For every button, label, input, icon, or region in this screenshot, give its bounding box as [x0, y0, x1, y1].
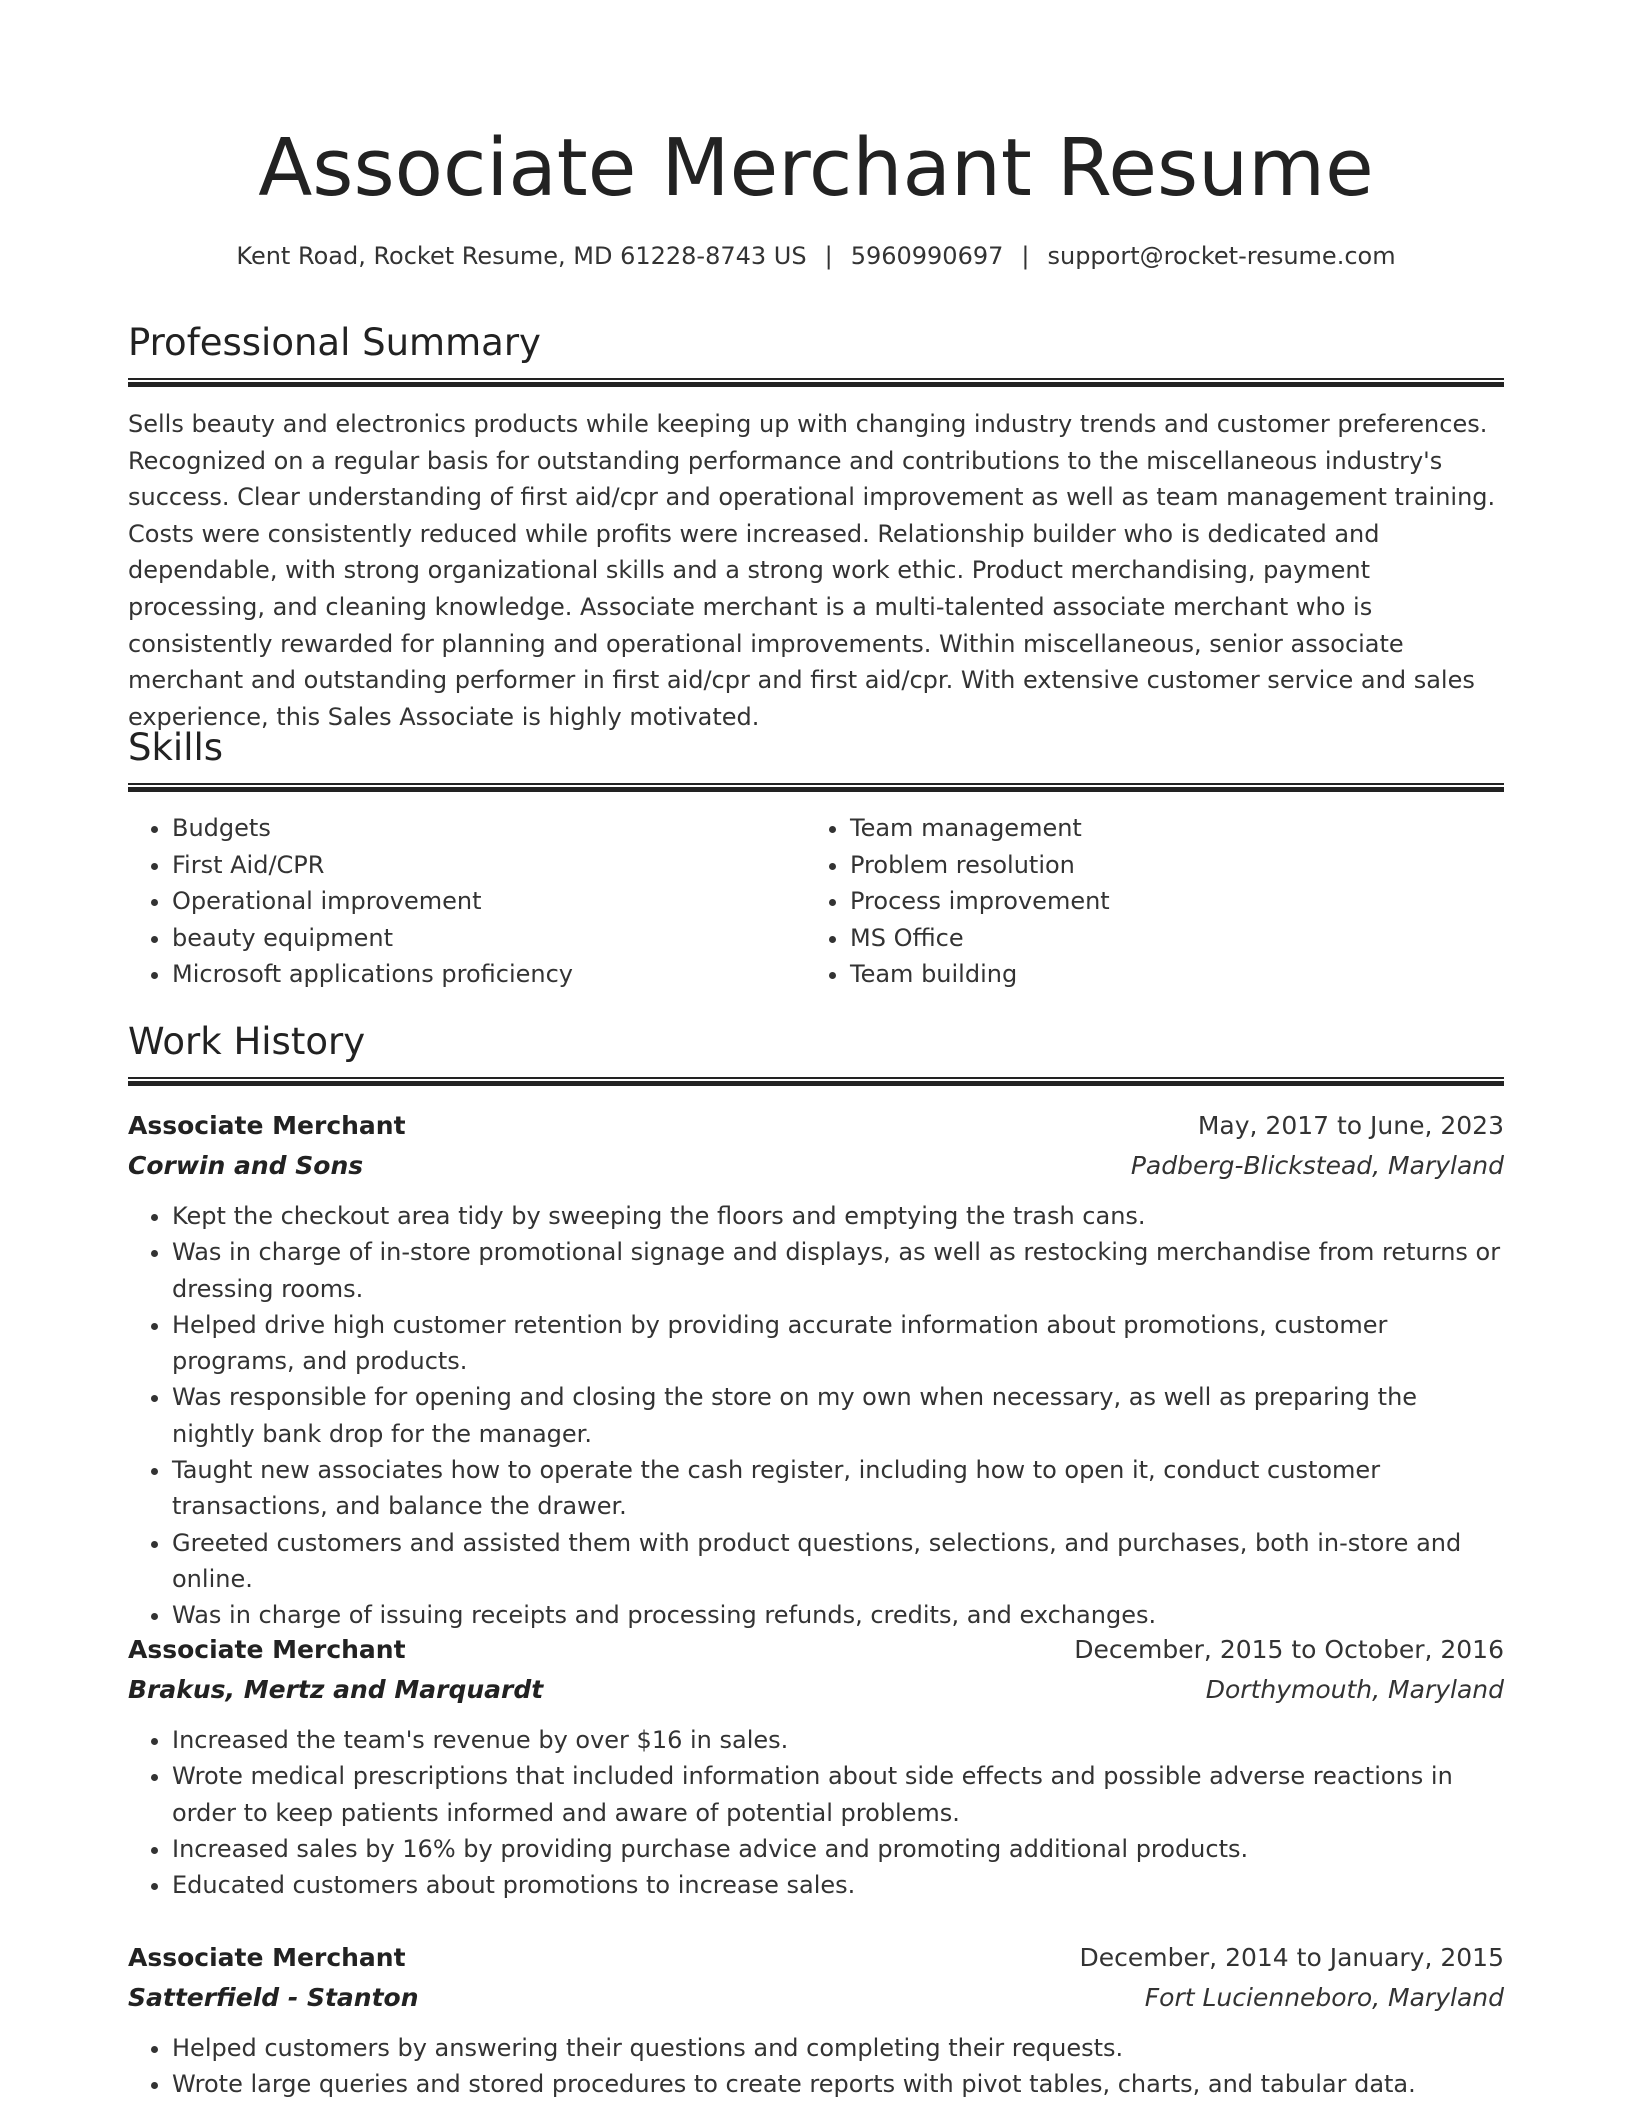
job-role: Associate Merchant — [128, 1943, 406, 1972]
job-dates: May, 2017 to June, 2023 — [1197, 1111, 1504, 1140]
job-bullet: • Kept the checkout area tidy by sweeping the floors and emptying the trash cans. — [172, 1198, 1504, 1234]
job-location: Dorthymouth, Maryland — [1205, 1675, 1504, 1704]
contact-separator: | — [824, 242, 833, 270]
contact-line — [128, 236, 1504, 276]
skill-item: • First Aid/CPR — [172, 847, 573, 884]
skill-item: • Process improvement — [850, 883, 1110, 920]
skill-item: • Budgets — [172, 810, 573, 847]
skill-item: • Team management — [850, 810, 1110, 847]
skill-item: • Problem resolution — [850, 847, 1110, 884]
job-bullet: • Was in charge of in-store promotional signage and displays, as well as restocking merchandise from returns or dressing rooms. — [172, 1234, 1504, 1307]
contact-address: Kent Road, Rocket Resume, MD 61228-8743 US — [236, 242, 807, 270]
skill-item: • Microsoft applications proficiency — [172, 956, 573, 993]
section-divider — [128, 1077, 1504, 1086]
job-bullet: • Was in charge of issuing receipts and processing refunds, credits, and exchanges. — [172, 1597, 1504, 1633]
job-bullet: • Helped drive high customer retention by providing accurate information about promotions, customer programs, and products. — [172, 1307, 1504, 1380]
work-history-heading: Work History — [128, 1020, 366, 1063]
summary-text: Sells beauty and electronics products while keeping up with changing industry trends and customer preferences. Recognized on a regular basis for outstanding performance and contributions to the miscellaneous industry's success. Clear understanding of first aid/cpr and operational improvement as well as team management training. Costs were consistently reduced while profits were increased. Relationship builder who is dedicated and dependable, with strong organizational skills and a strong work ethic. Product merchandising, payment processing, and cleaning knowledge. Associate merchant is a multi-talented associate merchant who is consistently rewarded for planning and operational improvements. Within miscellaneous, senior associate merchant and outstanding performer in first aid/cpr and first aid/cpr. With extensive customer service and sales experience, this Sales Associate is highly motivated. — [128, 410, 1496, 731]
job-company: Corwin and Sons — [128, 1151, 364, 1180]
job-entry — [128, 1106, 1504, 1634]
job-bullet: • Taught new associates how to operate the cash register, including how to open it, conduct customer transactions, and balance the drawer. — [172, 1452, 1504, 1525]
job-role: Associate Merchant — [128, 1635, 406, 1664]
contact-email[interactable]: support@rocket-resume.com — [1047, 242, 1396, 270]
section-divider — [128, 783, 1504, 792]
job-bullet: • Was responsible for opening and closing the store on my own when necessary, as well as preparing the nightly bank drop for the manager. — [172, 1379, 1504, 1452]
skills-column-right — [806, 810, 1110, 993]
contact-phone: 5960990697 — [850, 242, 1004, 270]
skill-item: • Team building — [850, 956, 1110, 993]
skill-item: • MS Office — [850, 920, 1110, 957]
summary-heading: Professional Summary — [128, 321, 541, 364]
job-bullet: • Helped customers by answering their questions and completing their requests. — [172, 2030, 1504, 2066]
job-bullets — [128, 1722, 1504, 1903]
job-entry — [128, 1630, 1504, 1903]
job-bullets — [128, 2030, 1504, 2103]
job-bullet: • Increased the team's revenue by over $16 in sales. — [172, 1722, 1504, 1758]
job-company: Satterfield - Stanton — [128, 1983, 419, 2012]
resume-title: Associate Merchant Resume — [258, 122, 1374, 214]
job-role: Associate Merchant — [128, 1111, 406, 1140]
job-bullet: • Increased sales by 16% by providing purchase advice and promoting additional products. — [172, 1831, 1504, 1867]
job-dates: December, 2014 to January, 2015 — [1079, 1943, 1504, 1972]
job-location: Padberg-Blickstead, Maryland — [1130, 1151, 1504, 1180]
job-dates: December, 2015 to October, 2016 — [1074, 1635, 1504, 1664]
section-divider — [128, 378, 1504, 387]
job-bullet: • Wrote medical prescriptions that included information about side effects and possible adverse reactions in order to keep patients informed and aware of potential problems. — [172, 1758, 1504, 1831]
job-bullets — [128, 1198, 1504, 1634]
job-location: Fort Lucienneboro, Maryland — [1144, 1983, 1504, 2012]
job-bullet: • Wrote large queries and stored procedures to create reports with pivot tables, charts, and tabular data. — [172, 2066, 1504, 2102]
skills-heading: Skills — [128, 726, 224, 769]
job-entry — [128, 1938, 1504, 2103]
skill-item: • beauty equipment — [172, 920, 573, 957]
job-company: Brakus, Mertz and Marquardt — [128, 1675, 544, 1704]
contact-separator: | — [1021, 242, 1030, 270]
skill-item: • Operational improvement — [172, 883, 573, 920]
skills-column-left — [128, 810, 573, 993]
job-bullet: • Greeted customers and assisted them with product questions, selections, and purchases, both in-store and online. — [172, 1525, 1504, 1598]
job-bullet: • Educated customers about promotions to increase sales. — [172, 1867, 1504, 1903]
